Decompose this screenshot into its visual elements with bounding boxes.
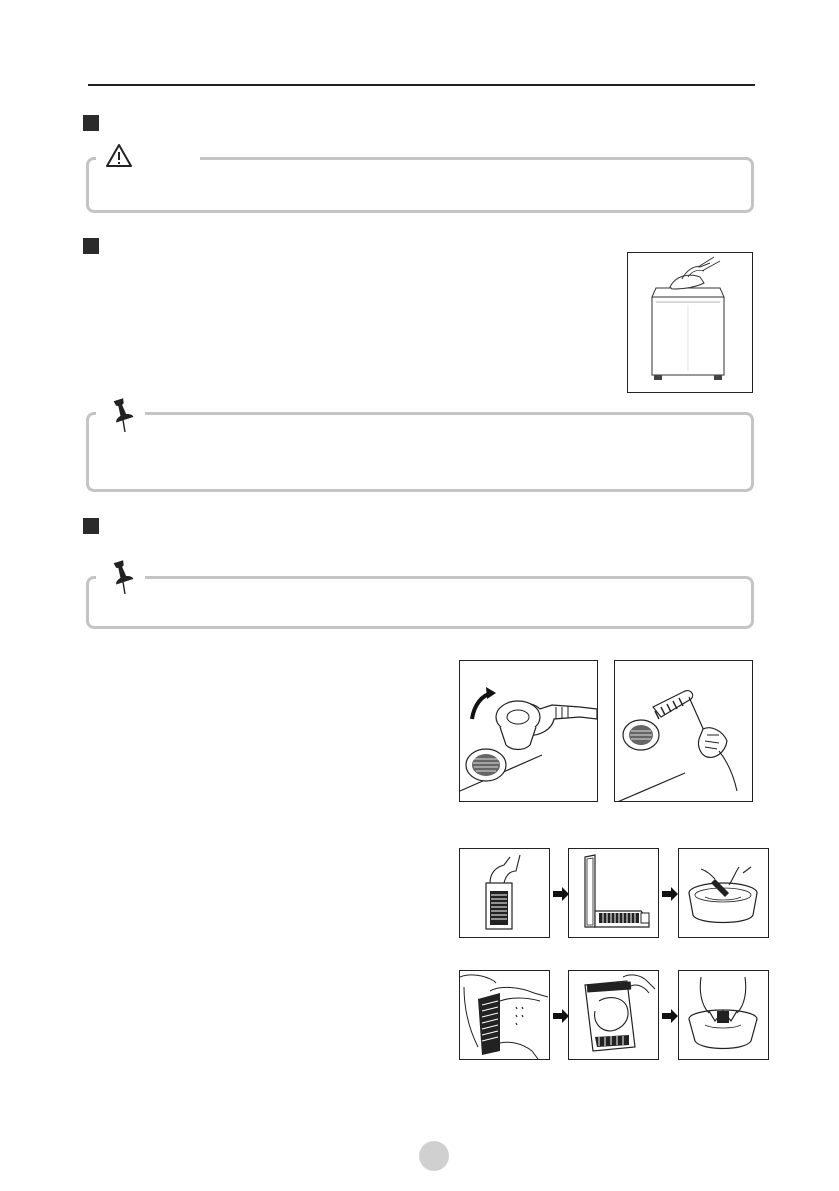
lint-filter-pull-out-illustration — [459, 848, 550, 938]
pushpin-icon — [108, 558, 138, 596]
lint-filter-open-illustration — [568, 848, 659, 938]
right-arrow-icon — [662, 887, 678, 901]
page-number-disc — [419, 1141, 449, 1171]
lint-filter-rinse-illustration — [678, 848, 769, 938]
pushpin-icon — [108, 396, 138, 434]
right-arrow-icon — [553, 887, 569, 901]
inlet-filter-brushing-illustration — [614, 660, 753, 802]
warning-box — [86, 157, 754, 213]
section-marker-1 — [83, 115, 99, 131]
filter-wash-bowl-illustration — [678, 970, 769, 1060]
filter-open-hands-illustration — [568, 970, 659, 1060]
section-marker-3 — [83, 518, 99, 534]
note-box-2 — [86, 576, 754, 629]
right-arrow-icon — [553, 1009, 569, 1023]
note-box-1 — [86, 412, 754, 492]
machine-wiping-illustration — [627, 252, 753, 393]
section-marker-2 — [83, 238, 99, 254]
inlet-hose-removal-illustration — [459, 660, 598, 802]
filter-unclip-illustration — [459, 970, 550, 1060]
header-rule — [88, 84, 755, 86]
right-arrow-icon — [662, 1009, 678, 1023]
warning-triangle-icon — [105, 143, 133, 168]
